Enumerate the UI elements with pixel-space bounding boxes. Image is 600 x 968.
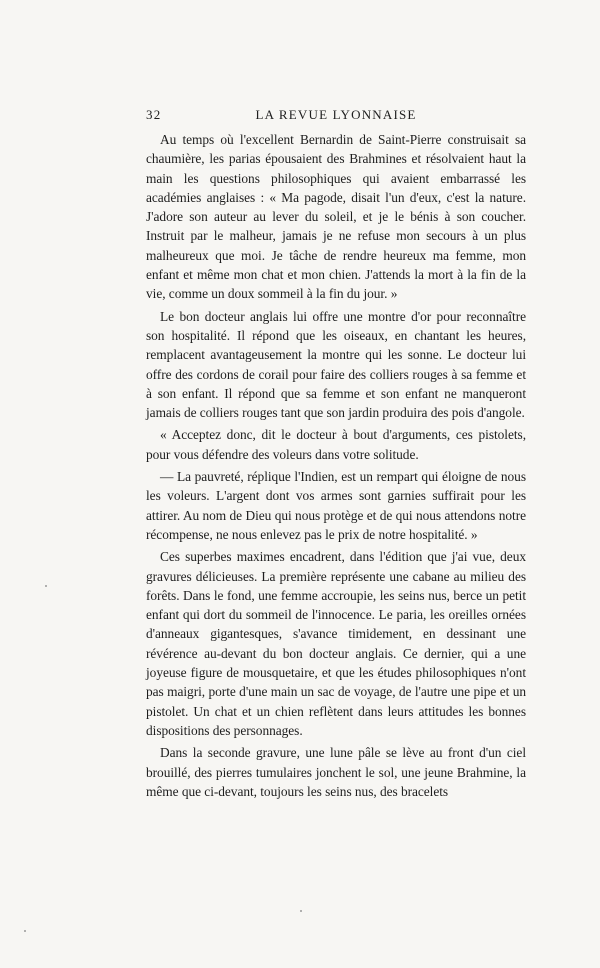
paper-speck	[300, 910, 302, 912]
running-title: LA REVUE LYONNAISE	[255, 107, 417, 122]
paragraph-2: Le bon docteur anglais lui offre une montre d'or pour reconnaître son hospitalité. Il répond que les oiseaux, en chantant les heures, remplacent avantageusement la montre qui les sonne. Le docteur lui offre des cordons de corail pour faire des colliers rouges à sa femme et à son enfant. Il répond que sa femme et son enfant ne manqueront jamais de colliers rouges tant que son jardin produira des pois d'angole.	[146, 308, 526, 421]
paragraph-5: Ces superbes maximes encadrent, dans l'édition que j'ai vue, deux gravures délicieuses. La première représente une cabane au milieu des forêts. Dans le fond, une femme accroupie, les seins nus, berce un petit enfant qui dort du sommeil de l'innocence. Le paria, les oreilles ornées d'anneaux gigantesques, s'avance timidement, en dessinant une révérence au-devant du bon docteur anglais. Ce dernier, qui a une joyeuse figure de mousquetaire, et que les études philosophiques n'ont pas maigri, porte d'une main un sac de voyage, de l'autre une pipe et un pistolet. Un chat et un chien reflètent dans leurs attitudes les bonnes dispositions des personnages.	[146, 549, 526, 738]
paragraph-1: Au temps où l'excellent Bernardin de Saint-Pierre construisait sa chaumière, les parias épousaient des Brahmines et résolvaient haut la main les questions philosophiques qui avaient embarrassé les académies anglaises : « Ma pagode, disait l'un d'eux, c'est la nature. J'adore son auteur au lever du soleil, et je le bénis à son coucher. Instruit par le malheur, jamais je ne refuse mon secours à un plus malheureux que moi. Je tâche de rendre heureux ma femme, mon enfant et même mon chat et mon chien. J'attends la mort à la fin de la vie, comme un doux sommeil à la fin du jour. »	[146, 132, 526, 302]
paragraph-3: « Acceptez donc, dit le docteur à bout d'arguments, ces pistolets, pour vous défendre des voleurs dans votre solitude.	[146, 427, 526, 462]
paragraph-6: Dans la seconde gravure, une lune pâle se lève au front d'un ciel brouillé, des pierres tumulaires jonchent le sol, une jeune Brahmine, la même que ci-devant, toujours les seins nus, des bracelets	[146, 745, 526, 799]
body-text	[146, 130, 526, 801]
paper-speck	[45, 585, 47, 587]
paragraph-4: — La pauvreté, réplique l'Indien, est un rempart qui éloigne de nous les voleurs. L'argent dont vos armes sont garnies suffirait pour les attirer. Au nom de Dieu qui nous protège et de qui nous attendons notre récompense, ne nous enlevez pas le prix de notre hospitalité. »	[146, 469, 526, 542]
page-header	[146, 107, 526, 125]
page-number: 32	[146, 107, 162, 122]
paper-speck	[24, 930, 26, 932]
